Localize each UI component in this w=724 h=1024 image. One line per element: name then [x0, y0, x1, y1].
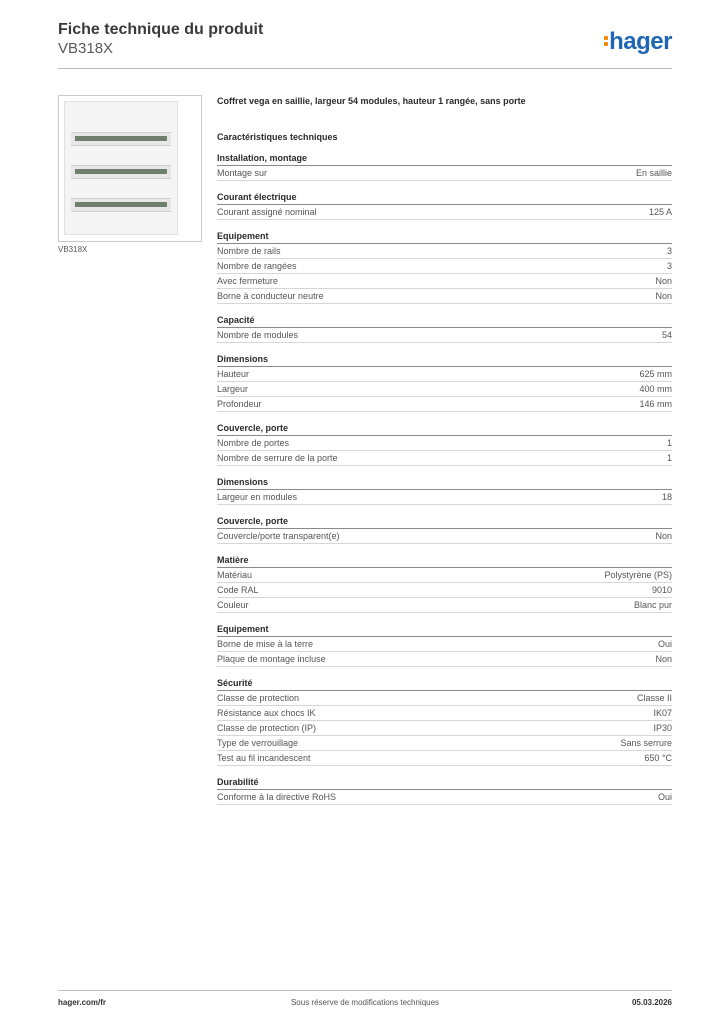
spec-value: IP30: [653, 723, 672, 733]
spec-label: Largeur en modules: [217, 492, 298, 502]
spec-group: [217, 776, 672, 805]
spec-row: [217, 166, 672, 181]
product-image: [64, 101, 178, 235]
spec-group-title: Couvercle, porte: [217, 515, 672, 529]
footer-notice: Sous réserve de modifications techniques: [290, 998, 440, 1007]
spec-row: [217, 397, 672, 412]
spec-row: [217, 274, 672, 289]
spec-label: Nombre de serrure de la porte: [217, 453, 338, 463]
footer-date: 05.03.2026: [631, 998, 672, 1007]
spec-row: [217, 382, 672, 397]
product-code: VB318X: [58, 40, 114, 57]
spec-value: Oui: [657, 792, 672, 802]
spec-value: Non: [655, 291, 672, 301]
hager-logo[interactable]: [604, 28, 672, 56]
spec-label: Classe de protection (IP): [217, 723, 317, 733]
spec-group: [217, 353, 672, 412]
page-header: [58, 20, 672, 68]
spec-group: [217, 515, 672, 544]
spec-row: [217, 367, 672, 382]
spec-row: [217, 328, 672, 343]
spec-value: IK07: [653, 708, 672, 718]
spec-content: [217, 96, 672, 805]
spec-row: [217, 529, 672, 544]
spec-label: Conforme à la directive RoHS: [217, 792, 337, 802]
spec-group: [217, 191, 672, 220]
header-divider: [58, 68, 672, 69]
spec-row: [217, 205, 672, 220]
spec-value: 650 °C: [644, 753, 672, 763]
product-description: Coffret vega en saillie, largeur 54 modules, hauteur 1 rangée, sans porte: [217, 96, 526, 106]
spec-label: Nombre de modules: [217, 330, 299, 340]
footer-divider: [58, 990, 672, 991]
spec-row: [217, 244, 672, 259]
spec-group-title: Couvercle, porte: [217, 422, 672, 436]
spec-group-title: Equipement: [217, 623, 672, 637]
spec-group: [217, 554, 672, 613]
spec-group: [217, 230, 672, 304]
spec-group: [217, 623, 672, 667]
spec-value: 1: [666, 438, 672, 448]
spec-row: [217, 583, 672, 598]
spec-group-title: Courant électrique: [217, 191, 672, 205]
spec-row: [217, 259, 672, 274]
spec-group-title: Installation, montage: [217, 152, 672, 166]
spec-group-title: Sécurité: [217, 677, 672, 691]
spec-label: Plaque de montage incluse: [217, 654, 326, 664]
spec-row: [217, 436, 672, 451]
spec-group: [217, 152, 672, 181]
spec-value: 3: [666, 261, 672, 271]
spec-row: [217, 451, 672, 466]
spec-label: Classe de protection: [217, 693, 300, 703]
spec-label: Type de verrouillage: [217, 738, 299, 748]
logo-dots-icon: [604, 34, 608, 48]
spec-row: [217, 790, 672, 805]
spec-row: [217, 751, 672, 766]
spec-groups: [217, 152, 672, 805]
spec-value: 400 mm: [639, 384, 672, 394]
document-title: Fiche technique du produit: [58, 21, 264, 38]
spec-row: [217, 568, 672, 583]
footer-website-link[interactable]: hager.com/fr: [58, 998, 107, 1007]
logo-text: hager: [609, 28, 672, 55]
spec-group: [217, 476, 672, 505]
spec-label: Montage sur: [217, 168, 268, 178]
spec-value: 3: [666, 246, 672, 256]
spec-value: 18: [661, 492, 672, 502]
spec-value: 625 mm: [639, 369, 672, 379]
spec-value: 9010: [651, 585, 672, 595]
spec-label: Résistance aux chocs IK: [217, 708, 316, 718]
spec-row: [217, 736, 672, 751]
spec-label: Largeur: [217, 384, 249, 394]
spec-row: [217, 691, 672, 706]
spec-label: Nombre de rangées: [217, 261, 297, 271]
spec-row: [217, 706, 672, 721]
product-image-caption: VB318X: [58, 245, 88, 254]
spec-label: Profondeur: [217, 399, 262, 409]
spec-group: [217, 422, 672, 466]
spec-group-title: Dimensions: [217, 476, 672, 490]
spec-group-title: Equipement: [217, 230, 672, 244]
spec-value: 125 A: [648, 207, 672, 217]
spec-label: Courant assigné nominal: [217, 207, 317, 217]
spec-group-title: Capacité: [217, 314, 672, 328]
spec-group-title: Durabilité: [217, 776, 672, 790]
spec-label: Borne de mise à la terre: [217, 639, 314, 649]
spec-value: 146 mm: [639, 399, 672, 409]
product-image-frame: [58, 95, 202, 242]
spec-group: [217, 677, 672, 766]
spec-value: Polystyrène (PS): [604, 570, 672, 580]
spec-label: Couleur: [217, 600, 249, 610]
spec-label: Nombre de rails: [217, 246, 281, 256]
tech-characteristics-heading: Caractéristiques techniques: [217, 132, 338, 142]
spec-row: [217, 598, 672, 613]
spec-row: [217, 721, 672, 736]
spec-value: Oui: [657, 639, 672, 649]
spec-value: 1: [666, 453, 672, 463]
spec-label: Test au fil incandescent: [217, 753, 311, 763]
spec-value: En saillie: [635, 168, 672, 178]
spec-row: [217, 637, 672, 652]
spec-row: [217, 490, 672, 505]
spec-value: Non: [655, 276, 672, 286]
spec-value: Sans serrure: [620, 738, 672, 748]
spec-value: Blanc pur: [633, 600, 672, 610]
spec-label: Nombre de portes: [217, 438, 290, 448]
spec-value: 54: [661, 330, 672, 340]
spec-row: [217, 652, 672, 667]
spec-row: [217, 289, 672, 304]
spec-group-title: Matière: [217, 554, 672, 568]
spec-label: Couvercle/porte transparent(e): [217, 531, 340, 541]
spec-label: Matériau: [217, 570, 253, 580]
spec-label: Avec fermeture: [217, 276, 278, 286]
spec-label: Code RAL: [217, 585, 259, 595]
spec-group: [217, 314, 672, 343]
spec-group-title: Dimensions: [217, 353, 672, 367]
spec-label: Hauteur: [217, 369, 250, 379]
spec-label: Borne à conducteur neutre: [217, 291, 324, 301]
spec-value: Non: [655, 531, 672, 541]
spec-value: Non: [655, 654, 672, 664]
spec-value: Classe II: [636, 693, 672, 703]
